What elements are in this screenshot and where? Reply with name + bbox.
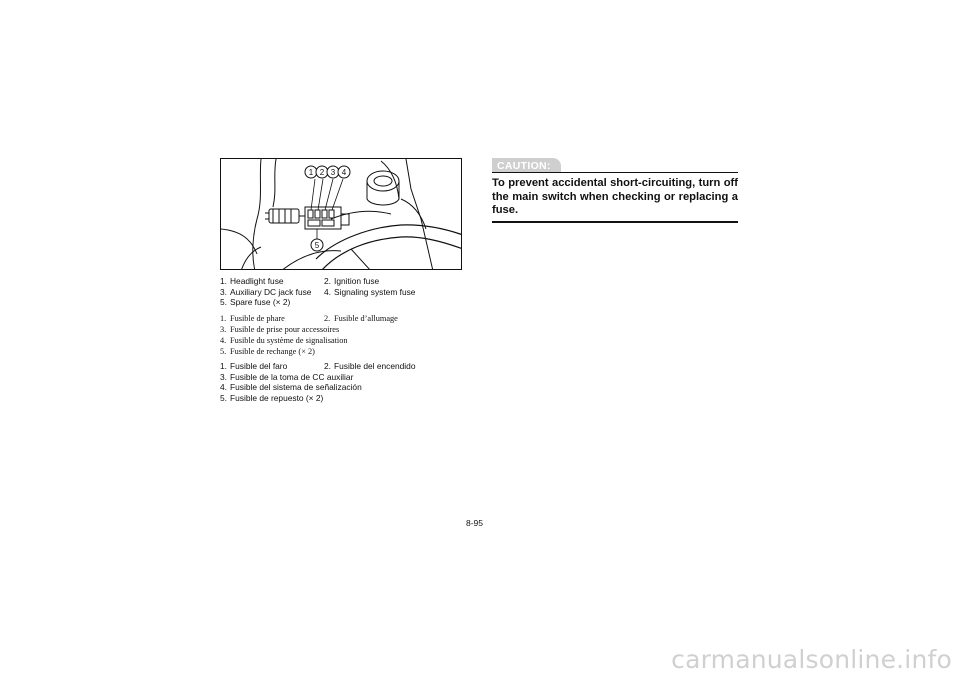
legend-text: Fusible de repuesto (× 2): [230, 392, 324, 403]
legend-number: 4.: [324, 286, 331, 297]
callout-1: 1: [308, 168, 314, 177]
legend-row: [220, 372, 415, 383]
callout-3: 3: [330, 168, 336, 177]
legend-text: Fusible de phare: [230, 314, 285, 323]
legend-french: [220, 313, 398, 357]
legend-number: 5.: [220, 392, 227, 403]
legend-row: [220, 361, 415, 372]
legend-number: 5.: [220, 347, 227, 356]
legend-text: Fusible du système de signalisation: [230, 336, 348, 345]
legend-number: 1.: [220, 276, 227, 286]
page-number: 8-95: [466, 518, 484, 528]
legend-row: [220, 276, 415, 287]
legend-number: 3.: [220, 325, 227, 334]
callout-4: 4: [341, 168, 347, 177]
legend-number: 2.: [324, 314, 331, 323]
legend-number: 4.: [220, 382, 227, 393]
caution-bottom-rule: [492, 221, 738, 223]
legend-text: Fusible del faro: [230, 361, 288, 371]
fuse-box-illustration: [220, 158, 462, 270]
callout-5: 5: [314, 241, 320, 250]
legend-row: [220, 297, 415, 308]
fuse-box-drawing: [221, 159, 462, 270]
legend-text: Headlight fuse: [230, 276, 284, 286]
legend-row: [220, 324, 398, 335]
legend-text: Fusible de la toma de CC auxiliar: [230, 371, 354, 382]
legend-row: [220, 382, 415, 393]
legend-row: [220, 335, 398, 346]
legend-number: 2.: [324, 276, 331, 286]
legend-number: 1.: [220, 361, 227, 371]
legend-text: Spare fuse (× 2): [230, 297, 291, 308]
caution-label: CAUTION:: [492, 158, 561, 173]
legend-row: [220, 287, 415, 298]
legend-text: Fusible de rechange (× 2): [230, 347, 315, 356]
legend-number: 1.: [220, 314, 227, 323]
legend-number: 3.: [220, 286, 227, 297]
legend-text: Auxiliary DC jack fuse: [230, 286, 312, 297]
legend-text: Fusible de prise pour accessoires: [230, 325, 340, 334]
legend-row: [220, 313, 398, 324]
caution-text: To prevent accidental short-circuiting, turn off the main switch when checking or replacing a fuse.: [492, 177, 738, 217]
legend-text: Fusible del sistema de señalización: [230, 382, 362, 393]
legend-number: 4.: [220, 336, 227, 345]
legend-spanish: [220, 361, 415, 403]
legend-english: [220, 276, 415, 308]
legend-text: Fusible d’allumage: [334, 314, 398, 323]
legend-text: Signaling system fuse: [334, 286, 416, 297]
legend-number: 3.: [220, 371, 227, 382]
legend-row: [220, 393, 415, 404]
callout-2: 2: [319, 168, 325, 177]
legend-number: 2.: [324, 361, 331, 371]
watermark: carmanualsonline.info: [671, 645, 952, 674]
caution-top-rule: [492, 172, 738, 173]
legend-text: Ignition fuse: [334, 276, 380, 286]
legend-row: [220, 346, 398, 357]
legend-text: Fusible del encendido: [334, 361, 416, 371]
legend-number: 5.: [220, 297, 227, 308]
